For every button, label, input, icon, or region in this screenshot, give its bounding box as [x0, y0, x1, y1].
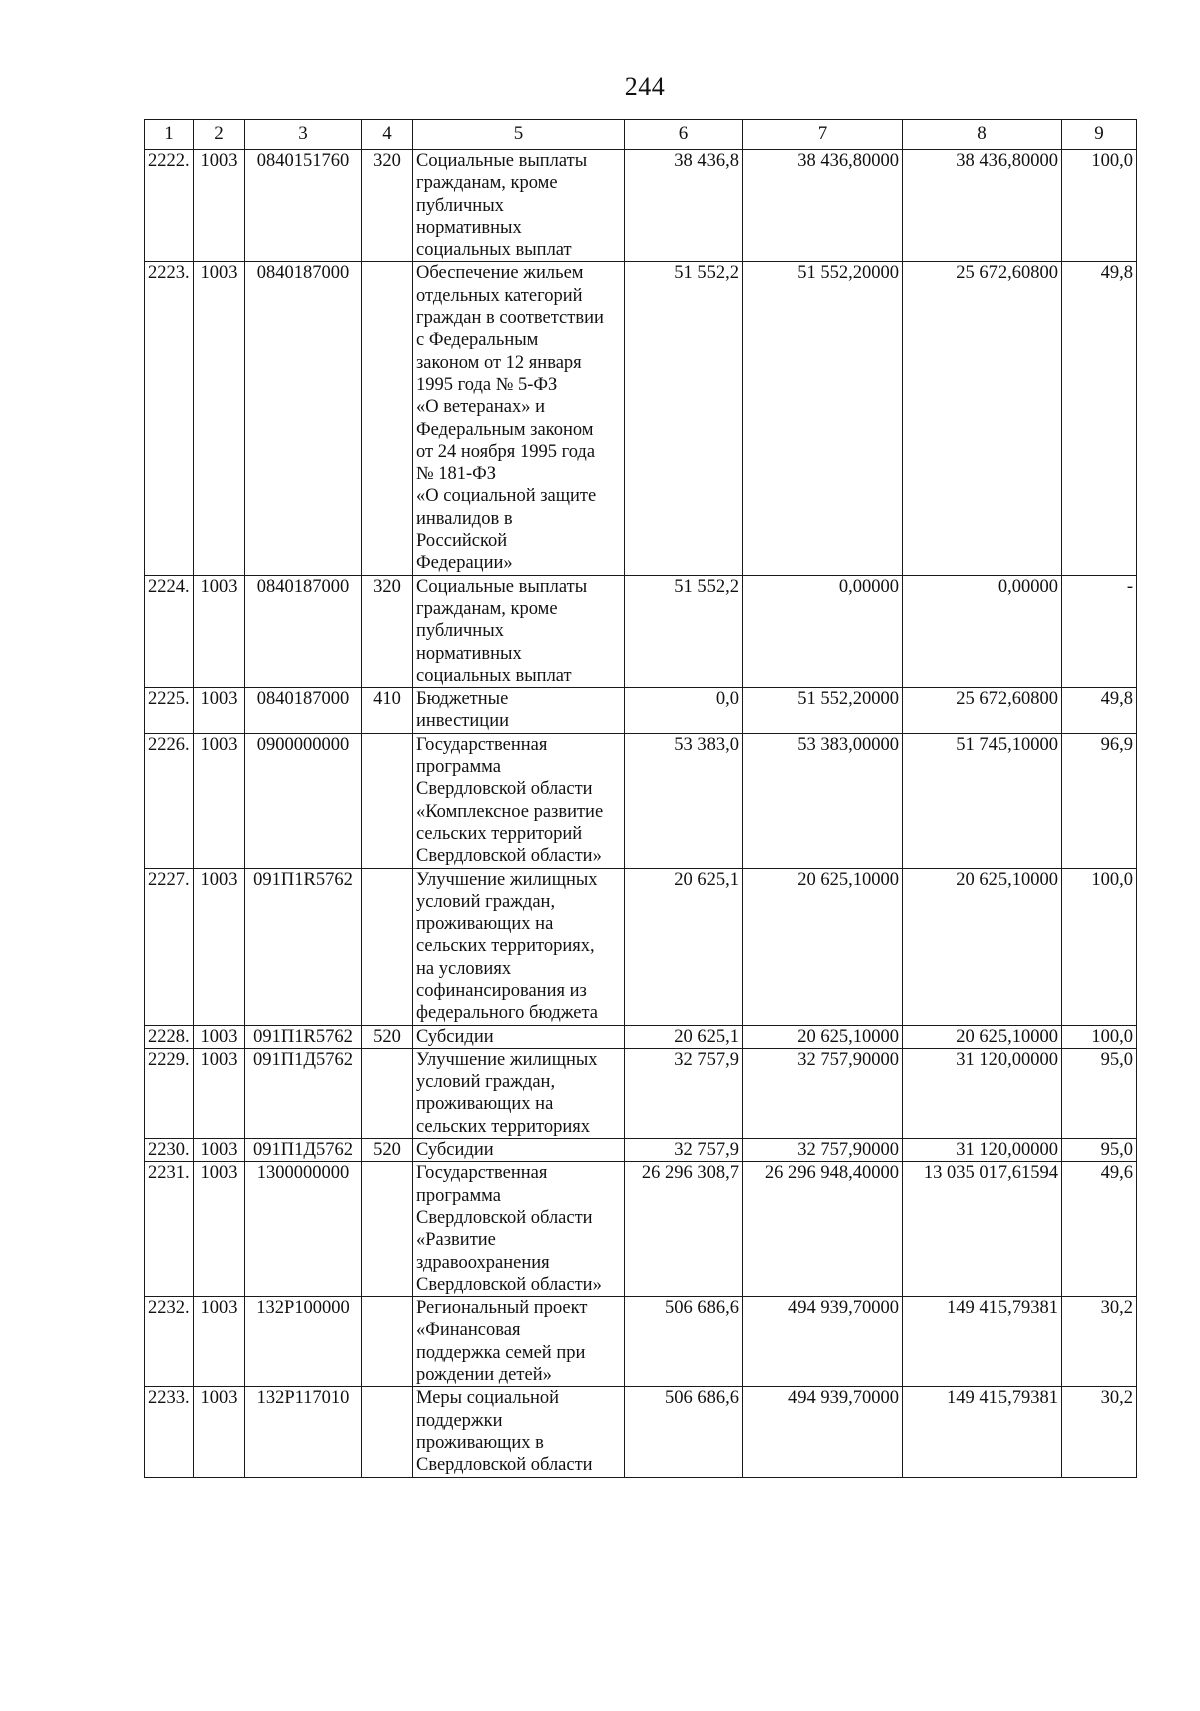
table-row	[145, 688, 1137, 734]
description-line: законом от 12 января	[416, 352, 582, 373]
header-cell: 7	[743, 120, 903, 150]
description-line: Федеральным законом	[416, 419, 594, 440]
row-number-cell: 2230.	[145, 1139, 194, 1162]
table-row	[145, 868, 1137, 1025]
description-line: Обеспечение жильем	[416, 263, 584, 284]
expense-type-cell	[362, 262, 413, 575]
executed-amount-cell: 31 120,00000	[903, 1048, 1062, 1138]
description-line: инвестиции	[416, 711, 509, 732]
revised-amount-cell: 32 757,90000	[743, 1048, 903, 1138]
planned-amount-cell: 51 552,2	[625, 262, 743, 575]
planned-amount-cell: 51 552,2	[625, 575, 743, 687]
description-line: Меры социальной	[416, 1388, 560, 1409]
revised-amount-cell: 38 436,80000	[743, 150, 903, 262]
executed-amount-cell: 25 672,60800	[903, 688, 1062, 734]
row-number-cell: 2225.	[145, 688, 194, 734]
description-line: Социальные выплаты	[416, 576, 588, 597]
execution-percent-cell: 30,2	[1062, 1387, 1137, 1477]
description-line: Региональный проект	[416, 1298, 588, 1319]
execution-percent-cell: 95,0	[1062, 1048, 1137, 1138]
table-row	[145, 262, 1137, 575]
table-row	[145, 1139, 1137, 1162]
section-code-cell: 1003	[194, 262, 245, 575]
row-number-cell: 2229.	[145, 1048, 194, 1138]
description-line: на условиях	[416, 958, 512, 979]
expense-type-cell: 410	[362, 688, 413, 734]
revised-amount-cell: 494 939,70000	[743, 1387, 903, 1477]
description-line: Бюджетные	[416, 689, 509, 710]
section-code-cell: 1003	[194, 688, 245, 734]
target-article-cell: 0900000000	[245, 733, 362, 868]
description-line: проживающих на	[416, 914, 554, 935]
description-line: условий граждан,	[416, 1072, 556, 1093]
expense-type-cell: 320	[362, 575, 413, 687]
header-cell: 5	[413, 120, 625, 150]
description-line: Государственная	[416, 1163, 548, 1184]
description-line: «Развитие	[416, 1230, 496, 1251]
description-line: гражданам, кроме	[416, 173, 558, 194]
row-number-cell: 2226.	[145, 733, 194, 868]
description-line: Свердловской области	[416, 1455, 593, 1476]
section-code-cell: 1003	[194, 1387, 245, 1477]
description-line: поддержка семей при	[416, 1342, 586, 1363]
revised-amount-cell: 26 296 948,40000	[743, 1162, 903, 1297]
expense-type-cell: 320	[362, 150, 413, 262]
section-code-cell: 1003	[194, 1025, 245, 1048]
executed-amount-cell: 20 625,10000	[903, 868, 1062, 1025]
row-number-cell: 2223.	[145, 262, 194, 575]
section-code-cell: 1003	[194, 868, 245, 1025]
revised-amount-cell: 494 939,70000	[743, 1297, 903, 1387]
revised-amount-cell: 53 383,00000	[743, 733, 903, 868]
description-line: № 181-ФЗ	[416, 464, 497, 485]
execution-percent-cell: 30,2	[1062, 1297, 1137, 1387]
expense-type-cell	[362, 868, 413, 1025]
header-cell: 2	[194, 120, 245, 150]
expense-type-cell	[362, 1162, 413, 1297]
planned-amount-cell: 32 757,9	[625, 1139, 743, 1162]
description-line: софинансирования из	[416, 980, 587, 1001]
description-cell	[413, 1297, 625, 1387]
description-cell	[413, 688, 625, 734]
planned-amount-cell: 20 625,1	[625, 868, 743, 1025]
section-code-cell: 1003	[194, 1048, 245, 1138]
execution-percent-cell: 49,8	[1062, 262, 1137, 575]
section-code-cell: 1003	[194, 1297, 245, 1387]
description-line: отдельных категорий	[416, 285, 583, 306]
description-line: «О социальной защите	[416, 486, 597, 507]
executed-amount-cell: 149 415,79381	[903, 1297, 1062, 1387]
table-row	[145, 1297, 1137, 1387]
description-cell	[413, 868, 625, 1025]
execution-percent-cell: 100,0	[1062, 868, 1137, 1025]
table-row	[145, 733, 1137, 868]
description-cell	[413, 1139, 625, 1162]
description-line: нормативных	[416, 643, 522, 664]
description-line: 1995 года № 5-ФЗ	[416, 374, 558, 395]
execution-percent-cell: 100,0	[1062, 1025, 1137, 1048]
description-cell	[413, 733, 625, 868]
description-line: с Федеральным	[416, 330, 539, 351]
description-line: гражданам, кроме	[416, 598, 558, 619]
description-line: Свердловской области»	[416, 846, 602, 867]
header-cell: 3	[245, 120, 362, 150]
row-number-cell: 2222.	[145, 150, 194, 262]
description-line: от 24 ноября 1995 года	[416, 441, 596, 462]
section-code-cell: 1003	[194, 575, 245, 687]
row-number-cell: 2227.	[145, 868, 194, 1025]
budget-table	[144, 119, 1137, 1478]
execution-percent-cell: -	[1062, 575, 1137, 687]
planned-amount-cell: 20 625,1	[625, 1025, 743, 1048]
description-line: Свердловской области	[416, 1207, 593, 1228]
planned-amount-cell: 32 757,9	[625, 1048, 743, 1138]
expense-type-cell	[362, 733, 413, 868]
page-number: 244	[624, 72, 666, 101]
target-article-cell: 091П1Д5762	[245, 1048, 362, 1138]
execution-percent-cell: 96,9	[1062, 733, 1137, 868]
description-cell	[413, 575, 625, 687]
expense-type-cell: 520	[362, 1139, 413, 1162]
executed-amount-cell: 149 415,79381	[903, 1387, 1062, 1477]
description-line: сельских территориях	[416, 1116, 590, 1137]
description-line: публичных	[416, 621, 504, 642]
expense-type-cell	[362, 1048, 413, 1138]
target-article-cell: 132P117010	[245, 1387, 362, 1477]
executed-amount-cell: 25 672,60800	[903, 262, 1062, 575]
target-article-cell: 0840187000	[245, 575, 362, 687]
target-article-cell: 0840151760	[245, 150, 362, 262]
executed-amount-cell: 31 120,00000	[903, 1139, 1062, 1162]
header-cell: 6	[625, 120, 743, 150]
row-number-cell: 2224.	[145, 575, 194, 687]
description-line: социальных выплат	[416, 240, 572, 261]
description-cell	[413, 1162, 625, 1297]
description-line: инвалидов в	[416, 508, 513, 529]
target-article-cell: 091П1R5762	[245, 1025, 362, 1048]
target-article-cell: 0840187000	[245, 262, 362, 575]
execution-percent-cell: 49,6	[1062, 1162, 1137, 1297]
target-article-cell: 1300000000	[245, 1162, 362, 1297]
description-line: проживающих на	[416, 1094, 554, 1115]
description-line: программа	[416, 757, 501, 778]
description-line: сельских территорий	[416, 823, 583, 844]
revised-amount-cell: 51 552,20000	[743, 262, 903, 575]
table-row	[145, 1387, 1137, 1477]
expense-type-cell	[362, 1387, 413, 1477]
description-cell	[413, 150, 625, 262]
table-row	[145, 1162, 1137, 1297]
planned-amount-cell: 0,0	[625, 688, 743, 734]
executed-amount-cell: 51 745,10000	[903, 733, 1062, 868]
description-line: Улучшение жилищных	[416, 1049, 598, 1070]
revised-amount-cell: 20 625,10000	[743, 868, 903, 1025]
planned-amount-cell: 53 383,0	[625, 733, 743, 868]
target-article-cell: 0840187000	[245, 688, 362, 734]
section-code-cell: 1003	[194, 733, 245, 868]
row-number-cell: 2228.	[145, 1025, 194, 1048]
executed-amount-cell: 13 035 017,61594	[903, 1162, 1062, 1297]
description-line: здравоохранения	[416, 1252, 550, 1273]
planned-amount-cell: 506 686,6	[625, 1297, 743, 1387]
section-code-cell: 1003	[194, 150, 245, 262]
description-line: публичных	[416, 195, 504, 216]
section-code-cell: 1003	[194, 1139, 245, 1162]
header-cell: 8	[903, 120, 1062, 150]
executed-amount-cell: 0,00000	[903, 575, 1062, 687]
description-line: поддержки	[416, 1410, 503, 1431]
description-line: условий граждан,	[416, 891, 556, 912]
execution-percent-cell: 49,8	[1062, 688, 1137, 734]
row-number-cell: 2233.	[145, 1387, 194, 1477]
header-cell: 9	[1062, 120, 1137, 150]
planned-amount-cell: 26 296 308,7	[625, 1162, 743, 1297]
table-row	[145, 1048, 1137, 1138]
description-line: Субсидии	[416, 1026, 494, 1047]
description-line: федерального бюджета	[416, 1003, 599, 1024]
executed-amount-cell: 38 436,80000	[903, 150, 1062, 262]
table-row	[145, 150, 1137, 262]
description-line: программа	[416, 1185, 501, 1206]
description-line: рождении детей»	[416, 1365, 552, 1386]
header-cell: 1	[145, 120, 194, 150]
revised-amount-cell: 51 552,20000	[743, 688, 903, 734]
description-line: «Финансовая	[416, 1320, 521, 1341]
revised-amount-cell: 20 625,10000	[743, 1025, 903, 1048]
description-line: Государственная	[416, 734, 548, 755]
expense-type-cell	[362, 1297, 413, 1387]
description-line: «О ветеранах» и	[416, 397, 545, 418]
expense-type-cell: 520	[362, 1025, 413, 1048]
target-article-cell: 091П1Д5762	[245, 1139, 362, 1162]
header-row	[145, 120, 1137, 150]
description-line: «Комплексное развитие	[416, 801, 604, 822]
section-code-cell: 1003	[194, 1162, 245, 1297]
description-line: Российской	[416, 531, 508, 552]
description-line: нормативных	[416, 217, 522, 238]
row-number-cell: 2231.	[145, 1162, 194, 1297]
description-line: сельских территориях,	[416, 936, 595, 957]
description-line: Субсидии	[416, 1140, 494, 1161]
description-line: Федерации»	[416, 553, 513, 574]
executed-amount-cell: 20 625,10000	[903, 1025, 1062, 1048]
table-row	[145, 1025, 1137, 1048]
revised-amount-cell: 0,00000	[743, 575, 903, 687]
description-line: Улучшение жилищных	[416, 869, 598, 890]
table-body	[145, 150, 1137, 1478]
description-line: социальных выплат	[416, 665, 572, 686]
description-line: Свердловской области	[416, 779, 593, 800]
table-row	[145, 575, 1137, 687]
description-cell	[413, 1387, 625, 1477]
description-line: граждан в соответствии	[416, 308, 604, 329]
execution-percent-cell: 100,0	[1062, 150, 1137, 262]
description-line: проживающих в	[416, 1432, 544, 1453]
header-cell: 4	[362, 120, 413, 150]
row-number-cell: 2232.	[145, 1297, 194, 1387]
description-line: Социальные выплаты	[416, 151, 588, 171]
description-cell	[413, 262, 625, 575]
planned-amount-cell: 506 686,6	[625, 1387, 743, 1477]
revised-amount-cell: 32 757,90000	[743, 1139, 903, 1162]
description-cell	[413, 1025, 625, 1048]
planned-amount-cell: 38 436,8	[625, 150, 743, 262]
description-line: Свердловской области»	[416, 1274, 602, 1295]
execution-percent-cell: 95,0	[1062, 1139, 1137, 1162]
target-article-cell: 091П1R5762	[245, 868, 362, 1025]
target-article-cell: 132P100000	[245, 1297, 362, 1387]
description-cell	[413, 1048, 625, 1138]
